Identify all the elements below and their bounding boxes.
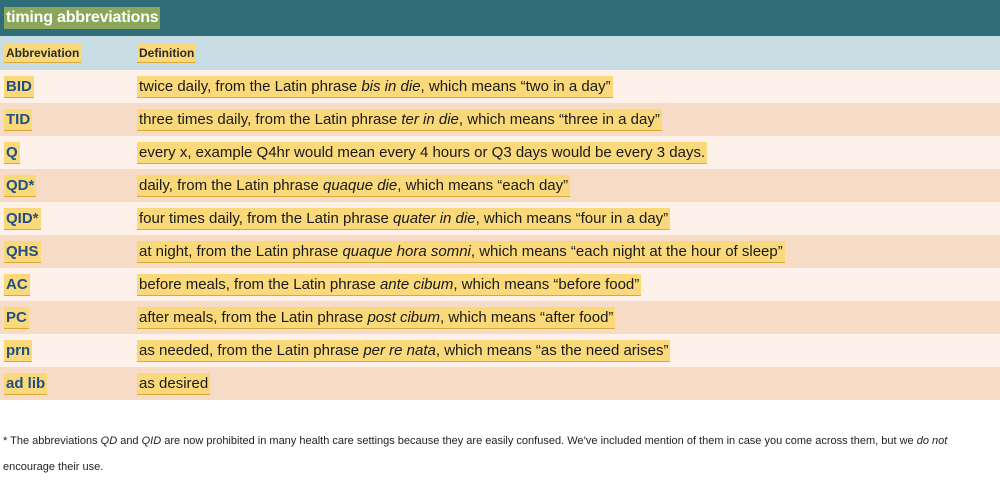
table-row	[0, 70, 1000, 103]
definition-cell: before meals, from the Latin phrase ante cibum, which means “before food”	[137, 274, 641, 296]
footnote: * The abbreviations QD and QID are now prohibited in many health care settings because they are easily confused. We’ve included mention of them in case you come across them, but we do not encourage their use.	[3, 435, 948, 473]
abbreviation-cell: BID	[4, 76, 34, 98]
abbreviation-cell: QD*	[4, 175, 36, 197]
abbreviation-cell: ad lib	[4, 373, 47, 395]
table-row	[0, 334, 1000, 367]
abbreviation-cell: Q	[4, 142, 20, 164]
abbreviation-cell: TID	[4, 109, 32, 131]
definition-cell: as needed, from the Latin phrase per re nata, which means “as the need arises”	[137, 340, 670, 362]
definition-cell: twice daily, from the Latin phrase bis in die, which means “two in a day”	[137, 76, 613, 98]
table-row	[0, 367, 1000, 400]
definition-cell: as desired	[137, 373, 210, 395]
table-row	[0, 268, 1000, 301]
table-header-row	[0, 36, 1000, 70]
abbreviation-cell: PC	[4, 307, 29, 329]
abbreviation-cell: QHS	[4, 241, 41, 263]
abbreviation-cell: AC	[4, 274, 30, 296]
definition-cell: at night, from the Latin phrase quaque hora somni, which means “each night at the hour of sleep”	[137, 241, 785, 263]
header-abbreviation: Abbreviation	[4, 44, 81, 63]
header-definition: Definition	[137, 44, 196, 63]
table-row	[0, 235, 1000, 268]
abbreviation-cell: prn	[4, 340, 32, 362]
table-row	[0, 136, 1000, 169]
table-title: timing abbreviations	[4, 7, 160, 29]
definition-cell: after meals, from the Latin phrase post cibum, which means “after food”	[137, 307, 615, 329]
abbreviation-cell: QID*	[4, 208, 41, 230]
definition-cell: daily, from the Latin phrase quaque die, which means “each day”	[137, 175, 570, 197]
table-row	[0, 103, 1000, 136]
definition-cell: every x, example Q4hr would mean every 4 hours or Q3 days would be every 3 days.	[137, 142, 707, 164]
table-row	[0, 301, 1000, 334]
table-row	[0, 202, 1000, 235]
definition-cell: three times daily, from the Latin phrase ter in die, which means “three in a day”	[137, 109, 662, 131]
title-bar	[0, 0, 1000, 36]
table-row	[0, 169, 1000, 202]
definition-cell: four times daily, from the Latin phrase quater in die, which means “four in a day”	[137, 208, 670, 230]
